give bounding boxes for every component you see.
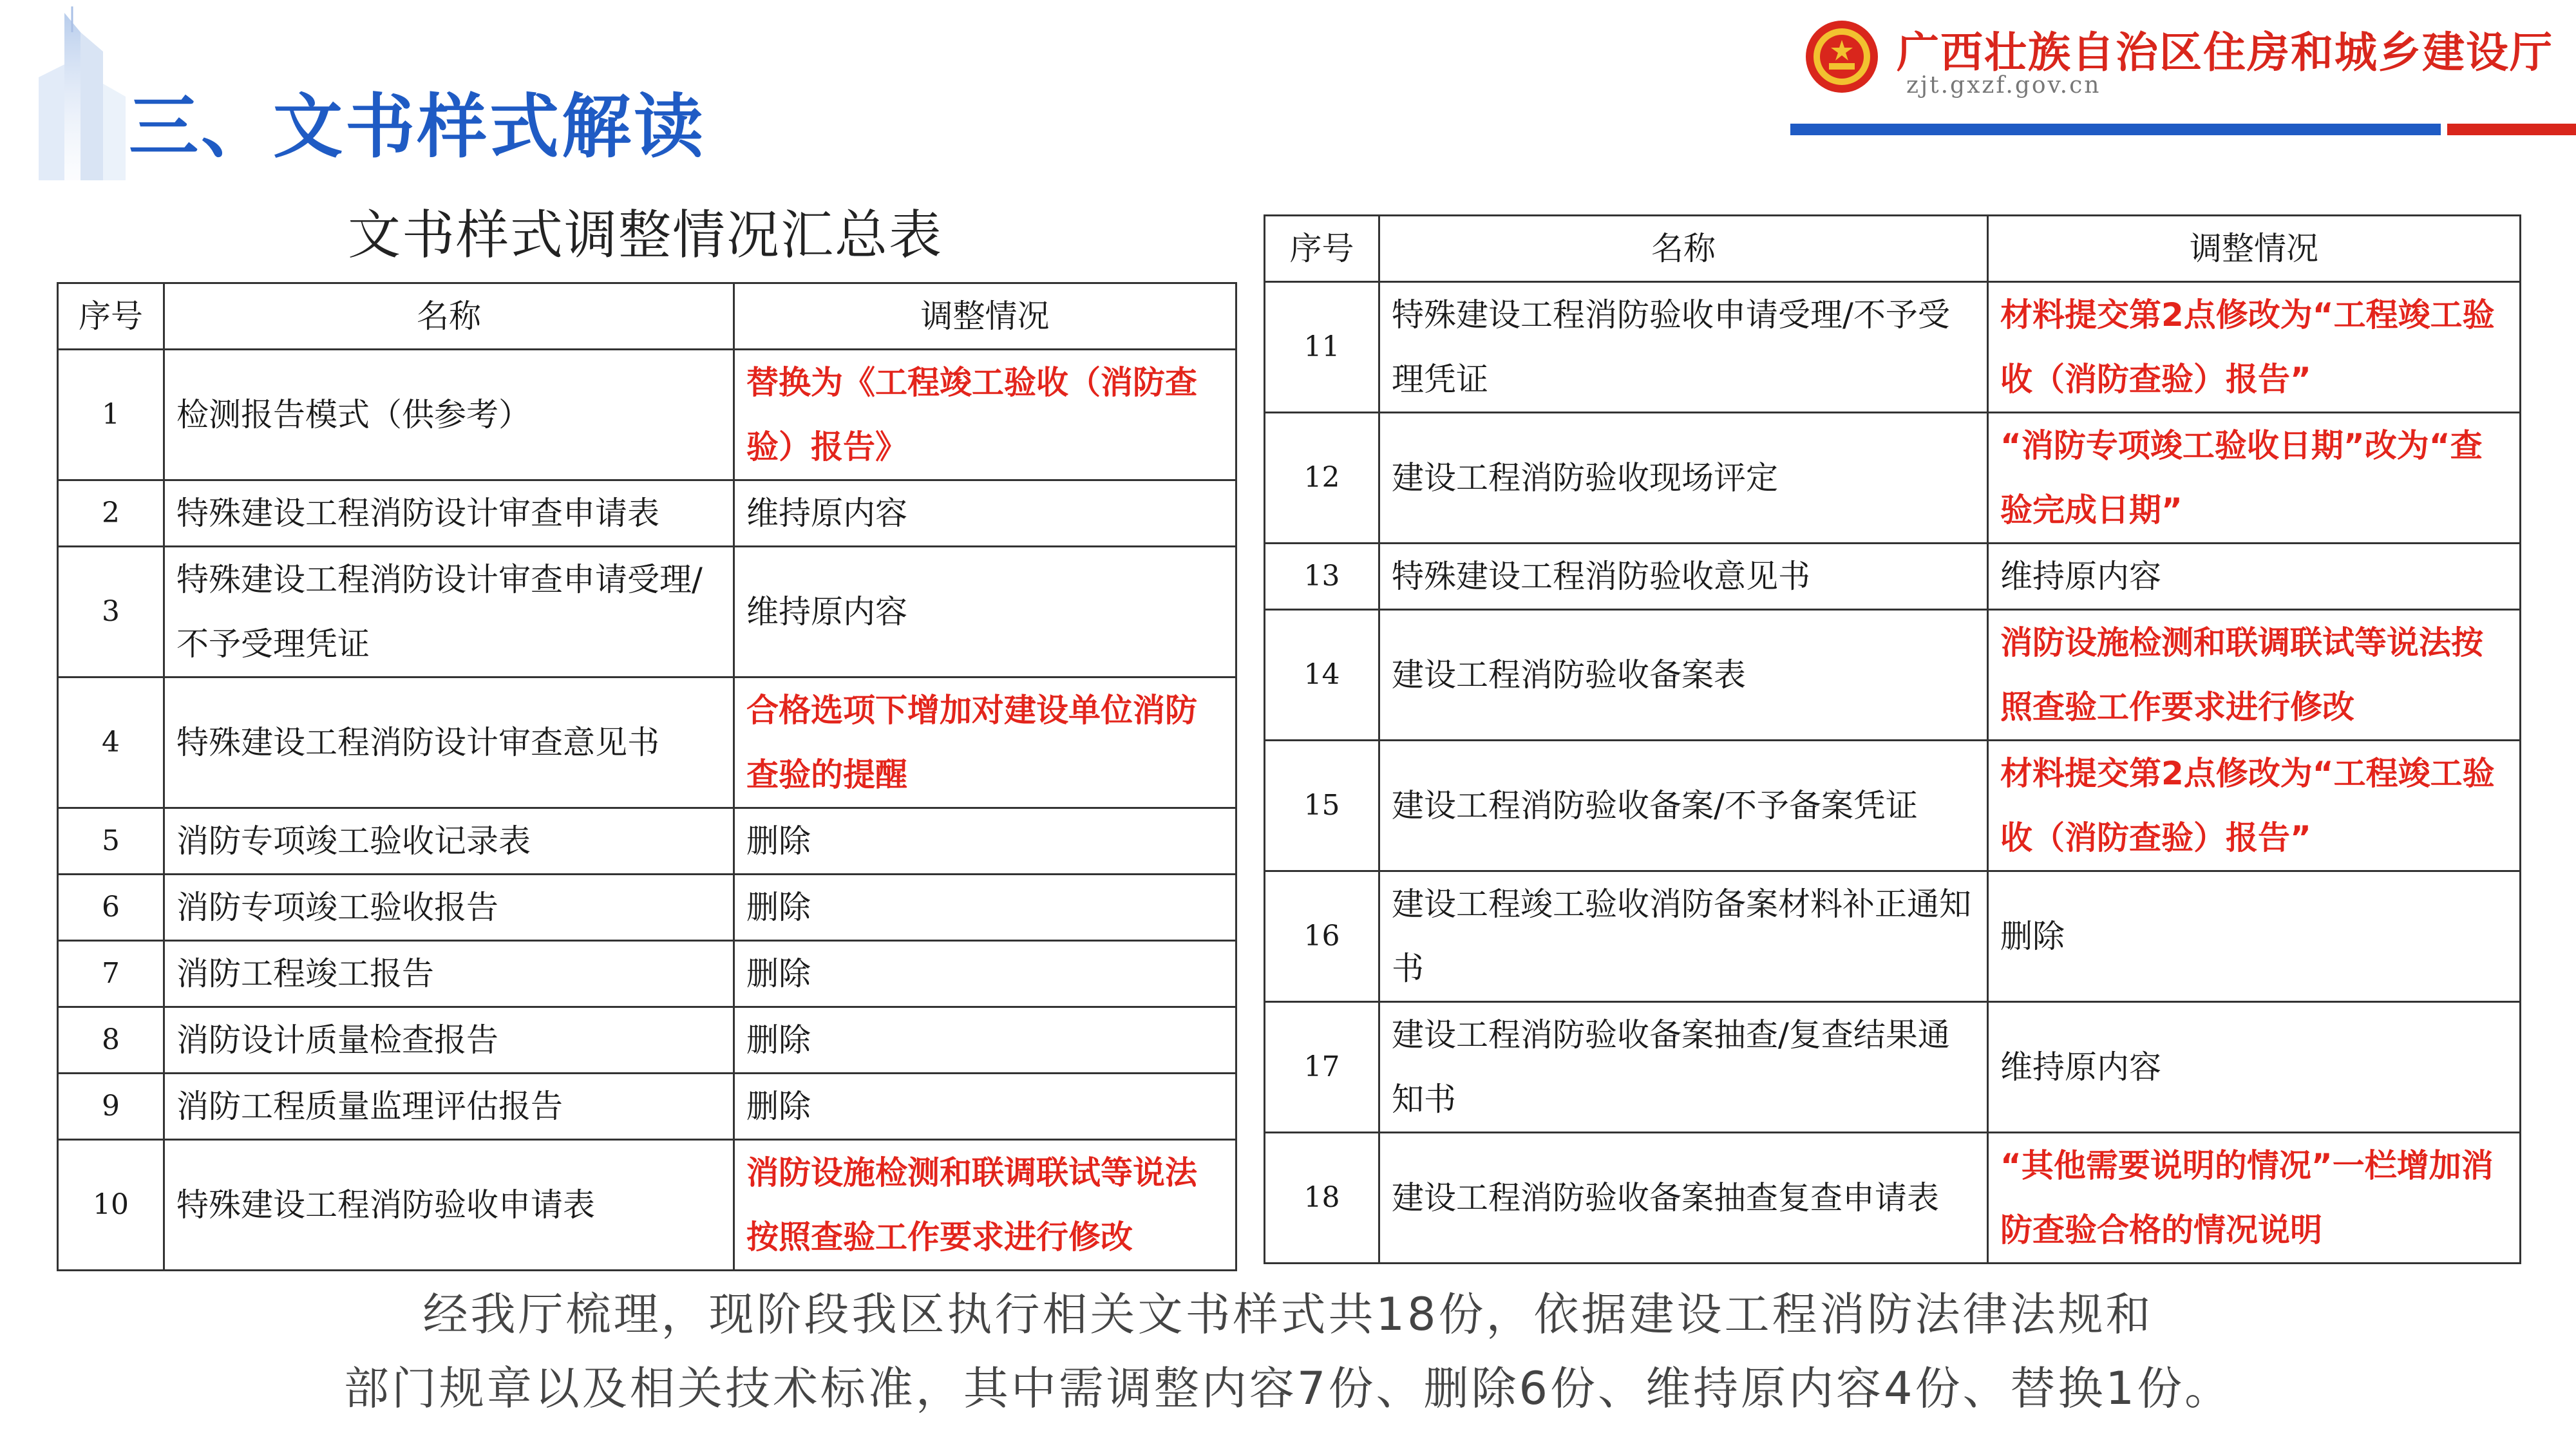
table-row (1265, 610, 2521, 741)
row-number: 1 (58, 350, 164, 480)
adjustment-status: 维持原内容 (1988, 544, 2521, 610)
table-row (58, 1140, 1236, 1271)
row-number: 10 (58, 1140, 164, 1271)
table-row (1265, 544, 2521, 610)
table-row (1265, 282, 2521, 413)
table-row (1265, 871, 2521, 1002)
document-name: 建设工程竣工验收消防备案材料补正通知书 (1379, 871, 1988, 1002)
column-header-status: 调整情况 (1988, 216, 2521, 282)
document-name: 特殊建设工程消防验收申请表 (164, 1140, 734, 1271)
summary-text-line-1: 经我厅梳理，现阶段我区执行相关文书样式共18份，依据建设工程消防法律法规和 (422, 1288, 2154, 1341)
summary-text-line-2: 部门规章以及相关技术标准，其中需调整内容7份、删除6份、维持原内容4份、替换1份。 (343, 1362, 2233, 1415)
national-emblem-icon (1803, 18, 1880, 95)
row-number: 2 (58, 480, 164, 547)
column-header-name: 名称 (164, 283, 734, 350)
row-number: 12 (1265, 413, 1379, 544)
adjustment-status: 维持原内容 (734, 547, 1236, 677)
adjustment-status: 删除 (734, 941, 1236, 1007)
document-name: 特殊建设工程消防验收申请受理/不予受理凭证 (1379, 282, 1988, 413)
column-header-num: 序号 (58, 283, 164, 350)
document-name: 特殊建设工程消防验收意见书 (1379, 544, 1988, 610)
document-name: 检测报告模式（供参考） (164, 350, 734, 480)
adjustment-status: 删除 (734, 1074, 1236, 1140)
table-row (1265, 413, 2521, 544)
adjustment-status: 维持原内容 (734, 480, 1236, 547)
table-row (58, 941, 1236, 1007)
row-number: 3 (58, 547, 164, 677)
row-number: 4 (58, 677, 164, 808)
table-row (58, 1074, 1236, 1140)
adjustment-status: 消防设施检测和联调联试等说法按照查验工作要求进行修改 (1988, 610, 2521, 741)
table-row (58, 547, 1236, 677)
table-row (1265, 1002, 2521, 1133)
summary-table-right (1264, 214, 2521, 1264)
row-number: 18 (1265, 1133, 1379, 1264)
table-row (58, 677, 1236, 808)
row-number: 13 (1265, 544, 1379, 610)
column-header-num: 序号 (1265, 216, 1379, 282)
adjustment-status: 维持原内容 (1988, 1002, 2521, 1133)
document-name: 特殊建设工程消防设计审查申请受理/不予受理凭证 (164, 547, 734, 677)
column-header-name: 名称 (1379, 216, 1988, 282)
adjustment-status: 替换为《工程竣工验收（消防查验）报告》 (734, 350, 1236, 480)
adjustment-status: 删除 (734, 808, 1236, 875)
section-title: 三、文书样式解读 (129, 87, 706, 167)
document-name: 消防专项竣工验收报告 (164, 875, 734, 941)
document-name: 建设工程消防验收备案抽查/复查结果通知书 (1379, 1002, 1988, 1133)
row-number: 8 (58, 1007, 164, 1074)
row-number: 7 (58, 941, 164, 1007)
document-name: 建设工程消防验收备案表 (1379, 610, 1988, 741)
table-row (58, 480, 1236, 547)
summary-table-left (57, 282, 1237, 1271)
table-row (58, 875, 1236, 941)
adjustment-status: 删除 (734, 875, 1236, 941)
organization-name: 广西壮族自治区住房和城乡建设厅 (1897, 28, 2553, 77)
table-caption: 文书样式调整情况汇总表 (348, 205, 943, 266)
adjustment-status: 材料提交第2点修改为“工程竣工验收（消防查验）报告” (1988, 282, 2521, 413)
row-number: 17 (1265, 1002, 1379, 1133)
table-row (1265, 1133, 2521, 1264)
header-divider-blue (1790, 124, 2441, 135)
row-number: 16 (1265, 871, 1379, 1002)
table-row (58, 808, 1236, 875)
adjustment-status: 删除 (1988, 871, 2521, 1002)
row-number: 6 (58, 875, 164, 941)
document-name: 建设工程消防验收备案抽查复查申请表 (1379, 1133, 1988, 1264)
row-number: 5 (58, 808, 164, 875)
row-number: 15 (1265, 741, 1379, 871)
table-header-row (58, 283, 1236, 350)
document-name: 消防设计质量检查报告 (164, 1007, 734, 1074)
adjustment-status: 材料提交第2点修改为“工程竣工验收（消防查验）报告” (1988, 741, 2521, 871)
document-name: 特殊建设工程消防设计审查意见书 (164, 677, 734, 808)
document-name: 消防工程竣工报告 (164, 941, 734, 1007)
adjustment-status: 删除 (734, 1007, 1236, 1074)
adjustment-status: 合格选项下增加对建设单位消防查验的提醒 (734, 677, 1236, 808)
adjustment-status: 消防设施检测和联调联试等说法按照查验工作要求进行修改 (734, 1140, 1236, 1271)
document-name: 消防工程质量监理评估报告 (164, 1074, 734, 1140)
header-divider-red (2447, 124, 2576, 135)
document-name: 特殊建设工程消防设计审查申请表 (164, 480, 734, 547)
adjustment-status: “其他需要说明的情况”一栏增加消防查验合格的情况说明 (1988, 1133, 2521, 1264)
table-row (1265, 741, 2521, 871)
column-header-status: 调整情况 (734, 283, 1236, 350)
document-name: 建设工程消防验收现场评定 (1379, 413, 1988, 544)
table-row (58, 350, 1236, 480)
table-row (58, 1007, 1236, 1074)
row-number: 11 (1265, 282, 1379, 413)
adjustment-status: “消防专项竣工验收日期”改为“查验完成日期” (1988, 413, 2521, 544)
table-header-row (1265, 216, 2521, 282)
document-name: 建设工程消防验收备案/不予备案凭证 (1379, 741, 1988, 871)
row-number: 14 (1265, 610, 1379, 741)
row-number: 9 (58, 1074, 164, 1140)
document-name: 消防专项竣工验收记录表 (164, 808, 734, 875)
building-illustration (19, 6, 135, 187)
organization-url: zjt.gxzf.gov.cn (1906, 72, 2101, 99)
